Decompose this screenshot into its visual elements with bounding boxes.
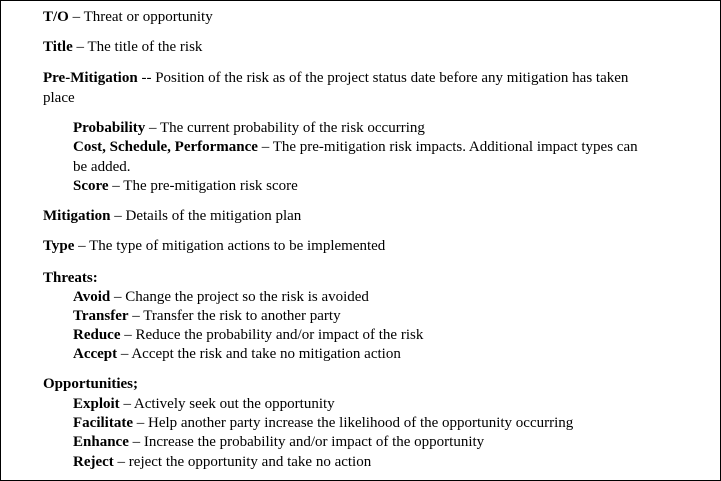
definition-term: Accept: [73, 346, 118, 362]
definition-term: Reduce: [73, 327, 121, 343]
opportunity-reject: [73, 453, 371, 472]
definition-text: – Help another party increase the likelihood of the opportunity occurring: [132, 415, 574, 431]
definition-text: – reject the opportunity and take no action: [113, 454, 372, 470]
definition-text: – Details of the mitigation plan: [110, 208, 302, 224]
definition-term: Reject: [73, 454, 114, 470]
definition-text: – The pre-mitigation risk score: [108, 178, 298, 194]
threat-accept: [73, 345, 401, 364]
threat-reduce: [73, 326, 423, 345]
definition-text: – Transfer the risk to another party: [128, 308, 341, 324]
opportunity-enhance: [73, 433, 484, 452]
definition-text: – Reduce the probability and/or impact of the risk: [120, 327, 424, 343]
definition-title: [43, 38, 202, 57]
definition-score: [73, 177, 298, 196]
definition-term: Cost, Schedule, Performance: [73, 139, 258, 155]
definition-text: – The current probability of the risk occurring: [145, 120, 425, 136]
definition-text: – Threat or opportunity: [68, 9, 213, 25]
definition-continuation: be added.: [73, 159, 131, 175]
definition-term: Title: [43, 39, 73, 55]
definition-term: Type: [43, 238, 75, 254]
definition-type: [43, 237, 385, 256]
definition-text: – Increase the probability and/or impact of the opportunity: [128, 434, 485, 450]
definition-term: Pre-Mitigation: [43, 70, 138, 86]
definition-term: Transfer: [73, 308, 129, 324]
definition-term: Enhance: [73, 434, 129, 450]
definition-continuation: place: [43, 90, 75, 106]
definition-text: – Accept the risk and take no mitigation action: [117, 346, 401, 362]
definition-text: – The pre-mitigation risk impacts. Additional impact types can: [257, 139, 638, 155]
definition-term: Facilitate: [73, 415, 133, 431]
opportunity-exploit: [73, 395, 335, 414]
definition-t-o: [43, 8, 213, 27]
opportunity-facilitate: [73, 414, 573, 433]
definition-text: – The type of mitigation actions to be implemented: [74, 238, 386, 254]
definition-term: Exploit: [73, 396, 120, 412]
opportunities-heading: Opportunities;: [43, 376, 139, 392]
threats-heading: Threats:: [43, 270, 98, 286]
definition-text: -- Position of the risk as of the project status date before any mitigation has taken: [137, 70, 629, 86]
definition-text: – Actively seek out the opportunity: [119, 396, 335, 412]
definition-term: Probability: [73, 120, 146, 136]
definition-term: Score: [73, 178, 109, 194]
definition-cost-schedule-performance: [73, 138, 638, 157]
definition-term: T/O: [43, 9, 69, 25]
threat-avoid: [73, 288, 369, 307]
definition-text: – The title of the risk: [72, 39, 203, 55]
definition-term: Avoid: [73, 289, 111, 305]
definition-probability: [73, 119, 425, 138]
definition-mitigation: [43, 207, 301, 226]
definition-pre-mitigation: [43, 69, 628, 88]
threat-transfer: [73, 307, 341, 326]
definition-term: Mitigation: [43, 208, 111, 224]
definition-text: – Change the project so the risk is avoided: [110, 289, 369, 305]
